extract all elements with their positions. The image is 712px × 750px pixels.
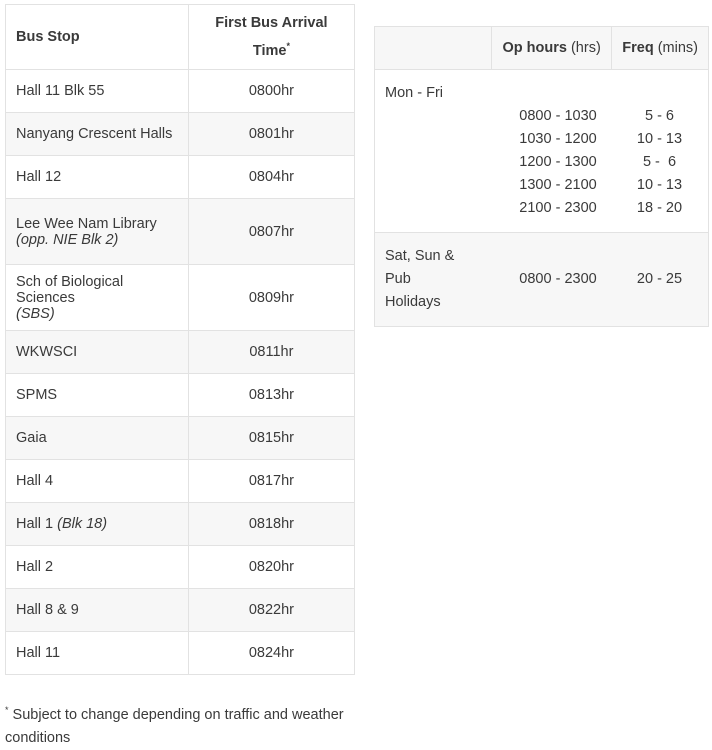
slot-hours: 1200 - 1300 <box>519 154 597 170</box>
weekday-op-hours <box>495 82 621 220</box>
stop-row <box>6 156 355 199</box>
stop-name-detail: (Blk 18) <box>57 516 108 532</box>
stop-row <box>6 70 355 113</box>
slot-hours: 1300 - 2100 <box>519 177 597 193</box>
stop-name-text: WKWSCI <box>16 344 78 360</box>
stop-name-text: Sch of Biological Sciences <box>16 273 124 306</box>
slot-hours: 0800 - 1030 <box>519 108 597 124</box>
weekend-label-line: Sat, Sun & <box>385 248 455 264</box>
stop-name-detail: (SBS) <box>16 305 55 322</box>
weekend-label <box>385 245 495 314</box>
stop-row <box>6 503 355 546</box>
stop-name <box>6 265 189 331</box>
stop-name <box>6 70 189 113</box>
stop-row <box>6 417 355 460</box>
stop-row <box>6 589 355 632</box>
arrival-time: 0807hr <box>188 199 354 265</box>
hours-header-row <box>375 27 709 70</box>
stop-name-text: SPMS <box>16 387 58 403</box>
arrival-time: 0804hr <box>188 156 354 199</box>
weekday-row <box>375 70 709 233</box>
operating-hours-table <box>374 26 709 327</box>
arrival-time: 0820hr <box>188 546 354 589</box>
arrival-time: 0815hr <box>188 417 354 460</box>
stop-row <box>6 374 355 417</box>
footnote: * Subject to change depending on traffic and weather conditions <box>5 705 344 746</box>
slot-hours: 2100 - 2300 <box>519 200 597 216</box>
bus-stop-header: Bus Stop <box>6 5 189 70</box>
weekend-label-line: Holidays <box>385 294 441 310</box>
stop-name-text: Hall 11 Blk 55 <box>16 83 105 99</box>
stop-name <box>6 417 189 460</box>
stop-name <box>6 331 189 374</box>
arrival-time: 0801hr <box>188 113 354 156</box>
arrival-time: 0818hr <box>188 503 354 546</box>
stop-name-detail: (opp. NIE Blk 2) <box>16 231 119 248</box>
stop-name <box>6 374 189 417</box>
weekday-frequencies <box>621 82 698 220</box>
slot-frequency: 18 - 20 <box>636 200 683 216</box>
slot-frequency: 10 - 13 <box>636 177 683 193</box>
stop-row <box>6 632 355 675</box>
stop-row <box>6 331 355 374</box>
stop-name <box>6 156 189 199</box>
stop-name <box>6 632 189 675</box>
stop-row <box>6 546 355 589</box>
weekend-label-line: Pub <box>385 271 411 287</box>
stop-row <box>6 460 355 503</box>
stop-name-text: Hall 11 <box>16 645 61 661</box>
stop-name-text: Gaia <box>16 430 47 446</box>
stop-name-text: Hall 4 <box>16 473 54 489</box>
arrival-time: 0813hr <box>188 374 354 417</box>
slot-frequency: 10 - 13 <box>636 131 683 147</box>
arrival-time: 0824hr <box>188 632 354 675</box>
arrival-time: 0809hr <box>188 265 354 331</box>
op-hours-header: Op hours (hrs) <box>492 27 612 70</box>
stop-row <box>6 113 355 156</box>
stop-row <box>6 199 355 265</box>
stop-name-text: Hall 8 & 9 <box>16 602 79 618</box>
weekday-label: Mon - Fri <box>385 85 443 101</box>
stop-name <box>6 113 189 156</box>
slot-frequency: 5 - 6 <box>644 108 674 124</box>
stop-name-text: Hall 2 <box>16 559 54 575</box>
slot-frequency: 5 - 6 <box>642 154 677 170</box>
first-bus-arrival-table <box>5 4 355 675</box>
stop-name-text: Hall 12 <box>16 169 62 185</box>
stop-name <box>6 199 189 265</box>
weekend-row <box>375 233 709 327</box>
first-bus-arrival-header: First Bus Arrival Time* <box>188 5 354 70</box>
arrival-time: 0817hr <box>188 460 354 503</box>
stop-name <box>6 503 189 546</box>
stop-name-text: Lee Wee Nam Library <box>16 215 157 232</box>
weekend-op-hours: 0800 - 2300 <box>519 271 597 287</box>
stop-name-text: Hall 1 <box>16 516 54 532</box>
stop-name-text: Nanyang Crescent Halls <box>16 126 173 142</box>
stop-name <box>6 546 189 589</box>
stops-header-row <box>6 5 355 70</box>
slot-hours: 1030 - 1200 <box>519 131 597 147</box>
arrival-time: 0800hr <box>188 70 354 113</box>
arrival-time: 0822hr <box>188 589 354 632</box>
arrival-time: 0811hr <box>188 331 354 374</box>
stop-row <box>6 265 355 331</box>
weekend-frequency: 20 - 25 <box>636 271 683 287</box>
stop-name <box>6 460 189 503</box>
freq-header: Freq (mins) <box>612 27 709 70</box>
hours-header-blank <box>375 27 492 70</box>
stop-name <box>6 589 189 632</box>
